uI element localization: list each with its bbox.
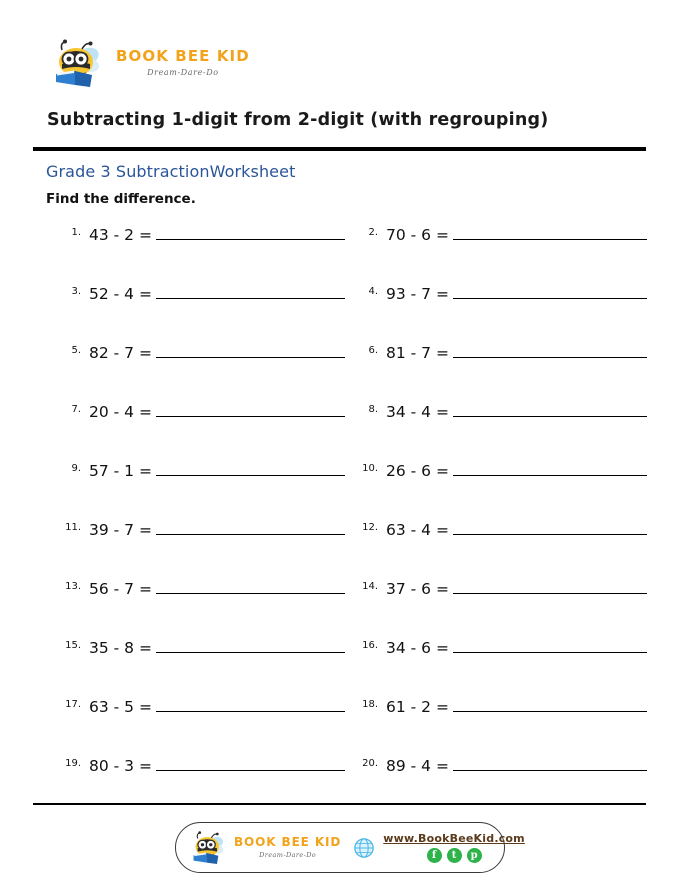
brand-name: BOOK BEE KID [116,47,250,65]
answer-blank[interactable] [453,635,647,653]
problem-expression: 57 - 1 = [89,462,152,480]
problem-item [55,281,345,303]
page-title: Subtracting 1-digit from 2-digit (with regrouping) [47,110,549,130]
answer-blank[interactable] [156,458,345,476]
problems-grid [0,222,679,812]
problem-item [352,517,647,539]
footer-brand-tagline: Dream-Dare-Do [259,851,317,859]
problem-number: 3. [71,286,81,297]
problem-item [352,694,647,716]
problem-number: 18. [362,699,378,710]
problem-expression: 35 - 8 = [89,639,152,657]
problem-expression: 34 - 4 = [386,403,449,421]
problem-row [0,635,679,694]
problem-number: 19. [65,758,81,769]
problem-expression: 34 - 6 = [386,639,449,657]
problem-expression: 37 - 6 = [386,580,449,598]
problem-item [352,222,647,244]
problem-item [352,399,647,421]
footer-badge [175,822,525,873]
answer-blank[interactable] [156,222,345,240]
answer-blank[interactable] [156,753,345,771]
problem-expression: 20 - 4 = [89,403,152,421]
problem-expression: 43 - 2 = [89,226,152,244]
footer-brand-name: BOOK BEE KID [234,835,342,849]
answer-blank[interactable] [156,635,345,653]
answer-blank[interactable] [453,517,647,535]
problem-number: 6. [368,345,378,356]
problem-expression: 63 - 5 = [89,698,152,716]
problem-expression: 61 - 2 = [386,698,449,716]
problem-item [352,635,647,657]
answer-blank[interactable] [156,340,345,358]
problem-item [55,399,345,421]
problem-number: 20. [362,758,378,769]
problem-row [0,458,679,517]
problem-item [352,576,647,598]
problem-expression: 52 - 4 = [89,285,152,303]
answer-blank[interactable] [156,576,345,594]
problem-item [55,340,345,362]
problem-number: 10. [362,463,378,474]
problem-item [352,281,647,303]
problem-expression: 70 - 6 = [386,226,449,244]
answer-blank[interactable] [453,694,647,712]
problem-row [0,222,679,281]
twitter-icon[interactable]: t [447,848,462,863]
problem-expression: 63 - 4 = [386,521,449,539]
problem-row [0,694,679,753]
problem-number: 13. [65,581,81,592]
problem-item [55,753,345,775]
facebook-icon[interactable]: f [427,848,442,863]
answer-blank[interactable] [156,399,345,417]
problem-number: 1. [71,227,81,238]
problem-number: 5. [71,345,81,356]
answer-blank[interactable] [453,576,647,594]
problem-expression: 26 - 6 = [386,462,449,480]
problem-row [0,281,679,340]
problem-number: 12. [362,522,378,533]
problem-number: 8. [368,404,378,415]
footer-brand [188,830,341,865]
problem-expression: 89 - 4 = [386,757,449,775]
problem-number: 9. [71,463,81,474]
problem-item [55,517,345,539]
problem-item [55,635,345,657]
problem-number: 2. [368,227,378,238]
problem-row [0,517,679,576]
footer-links [383,832,525,863]
problem-row [0,399,679,458]
problem-expression: 82 - 7 = [89,344,152,362]
answer-blank[interactable] [453,399,647,417]
answer-blank[interactable] [453,753,647,771]
bee-reading-book-icon [188,830,228,865]
problem-expression: 39 - 7 = [89,521,152,539]
brand-tagline: Dream-Dare-Do [147,68,219,77]
problem-item [352,340,647,362]
problem-item [352,458,647,480]
footer-links-group [353,832,525,863]
problem-item [55,694,345,716]
problem-number: 17. [65,699,81,710]
www-globe-icon [353,837,375,859]
problem-expression: 80 - 3 = [89,757,152,775]
footer-divider [33,803,646,805]
problem-expression: 93 - 7 = [386,285,449,303]
social-icons [427,848,482,863]
answer-blank[interactable] [453,458,647,476]
problem-item [55,458,345,480]
title-divider [33,147,646,151]
bee-reading-book-icon [48,38,106,88]
instruction-text: Find the difference. [46,191,196,207]
problem-row [0,576,679,635]
brand-logo [48,38,250,88]
website-url-link[interactable]: www.BookBeeKid.com [383,832,525,845]
problem-number: 15. [65,640,81,651]
answer-blank[interactable] [453,222,647,240]
worksheet-subtitle: Grade 3 SubtractionWorksheet [46,162,296,181]
problem-row [0,340,679,399]
problem-number: 16. [362,640,378,651]
answer-blank[interactable] [156,281,345,299]
answer-blank[interactable] [453,340,647,358]
answer-blank[interactable] [453,281,647,299]
problem-number: 7. [71,404,81,415]
problem-number: 4. [368,286,378,297]
problem-item [55,576,345,598]
problem-item [55,222,345,244]
problem-expression: 56 - 7 = [89,580,152,598]
answer-blank[interactable] [156,694,345,712]
problem-item [352,753,647,775]
problem-expression: 81 - 7 = [386,344,449,362]
answer-blank[interactable] [156,517,345,535]
problem-number: 14. [362,581,378,592]
problem-number: 11. [65,522,81,533]
pinterest-icon[interactable]: p [467,848,482,863]
